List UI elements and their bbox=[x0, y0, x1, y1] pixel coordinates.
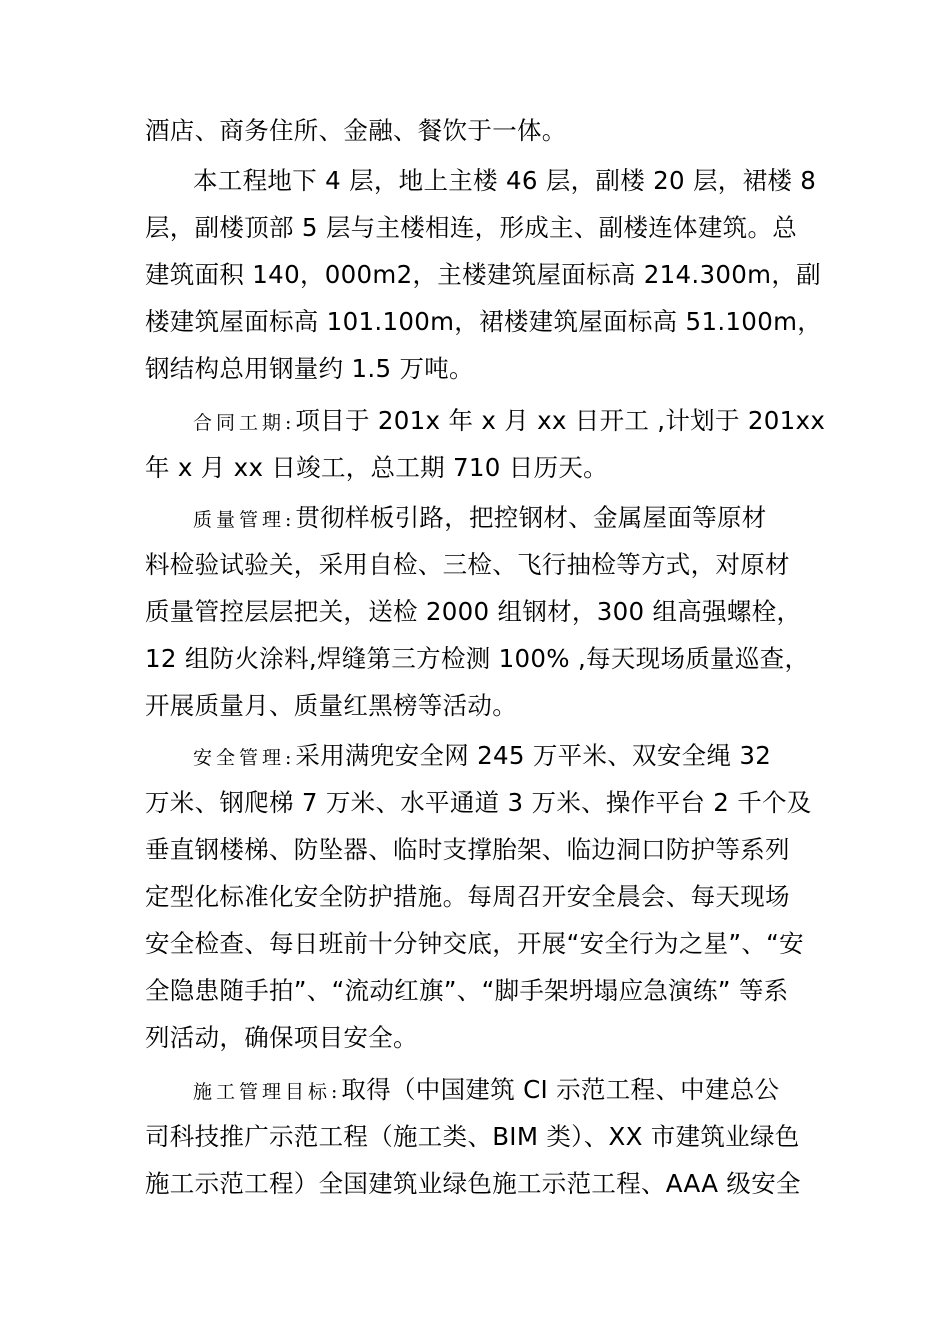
text-line: 取得（中国建筑 CI 示范工程、中建总公 bbox=[341, 1075, 780, 1104]
text-line: 料检验试验关，采用自检、三检、飞行抽检等方式，对原材 bbox=[145, 550, 790, 579]
target-label: 施工管理目标: bbox=[193, 1081, 342, 1103]
text-line: 施工示范工程）全国建筑业绿色施工示范工程、AAA 级安全 bbox=[145, 1169, 801, 1198]
text-line: 质量管控层层把关，送检 2000 组钢材，300 组高强螺栓， bbox=[145, 597, 802, 626]
text-line: 万米、钢爬梯 7 万米、水平通道 3 万米、操作平台 2 千个及 bbox=[145, 788, 812, 817]
text-line: 开展质量月、质量红黑榜等活动。 bbox=[145, 691, 517, 720]
text-line: 列活动，确保项目安全。 bbox=[145, 1023, 418, 1052]
safety-paragraph bbox=[193, 741, 810, 773]
text-line: 钢结构总用钢量约 1.5 万吨。 bbox=[145, 354, 474, 383]
contract-paragraph bbox=[193, 406, 826, 438]
text-line: 年 x 月 xx 日竣工，总工期 710 日历天。 bbox=[145, 453, 608, 482]
text-line: 层，副楼顶部 5 层与主楼相连，形成主、副楼连体建筑。总 bbox=[145, 213, 798, 242]
quality-paragraph bbox=[193, 503, 810, 535]
text-line: 全隐患随手拍”、“流动红旗”、“脚手架坍塌应急演练” 等系 bbox=[145, 976, 789, 1005]
text-line: 采用满兜安全网 245 万平米、双安全绳 32 bbox=[295, 741, 772, 770]
text-line: 本工程地下 4 层，地上主楼 46 层，副楼 20 层，裙楼 8 bbox=[193, 166, 817, 195]
quality-label: 质量管理: bbox=[193, 509, 296, 531]
contract-label: 合同工期: bbox=[193, 412, 296, 434]
text-line: 司科技推广示范工程（施工类、BIM 类）、XX 市建筑业绿色 bbox=[145, 1122, 800, 1151]
safety-label: 安全管理: bbox=[193, 747, 296, 769]
target-paragraph bbox=[193, 1075, 810, 1107]
text-line: 楼建筑屋面标高 101.100m，裙楼建筑屋面标高 51.100m， bbox=[145, 307, 823, 336]
text-line: 安全检查、每日班前十分钟交底，开展“安全行为之星”、“安 bbox=[145, 929, 804, 958]
text-line: 垂直钢楼梯、防坠器、临时支撑胎架、临边洞口防护等系列 bbox=[145, 835, 790, 864]
text-line: 建筑面积 140，000m2，主楼建筑屋面标高 214.300m，副 bbox=[145, 260, 821, 289]
text-line: 定型化标准化安全防护措施。每周召开安全晨会、每天现场 bbox=[145, 882, 790, 911]
text-line: 酒店、商务住所、金融、餐饮于一体。 bbox=[145, 116, 567, 145]
text-line: 贯彻样板引路，把控钢材、金属屋面等原材 bbox=[295, 503, 767, 532]
text-line: 12 组防火涂料,焊缝第三方检测 100% ,每天现场质量巡查， bbox=[145, 644, 810, 673]
text-line: 项目于 201x 年 x 月 xx 日开工 ,计划于 201xx bbox=[295, 406, 826, 435]
